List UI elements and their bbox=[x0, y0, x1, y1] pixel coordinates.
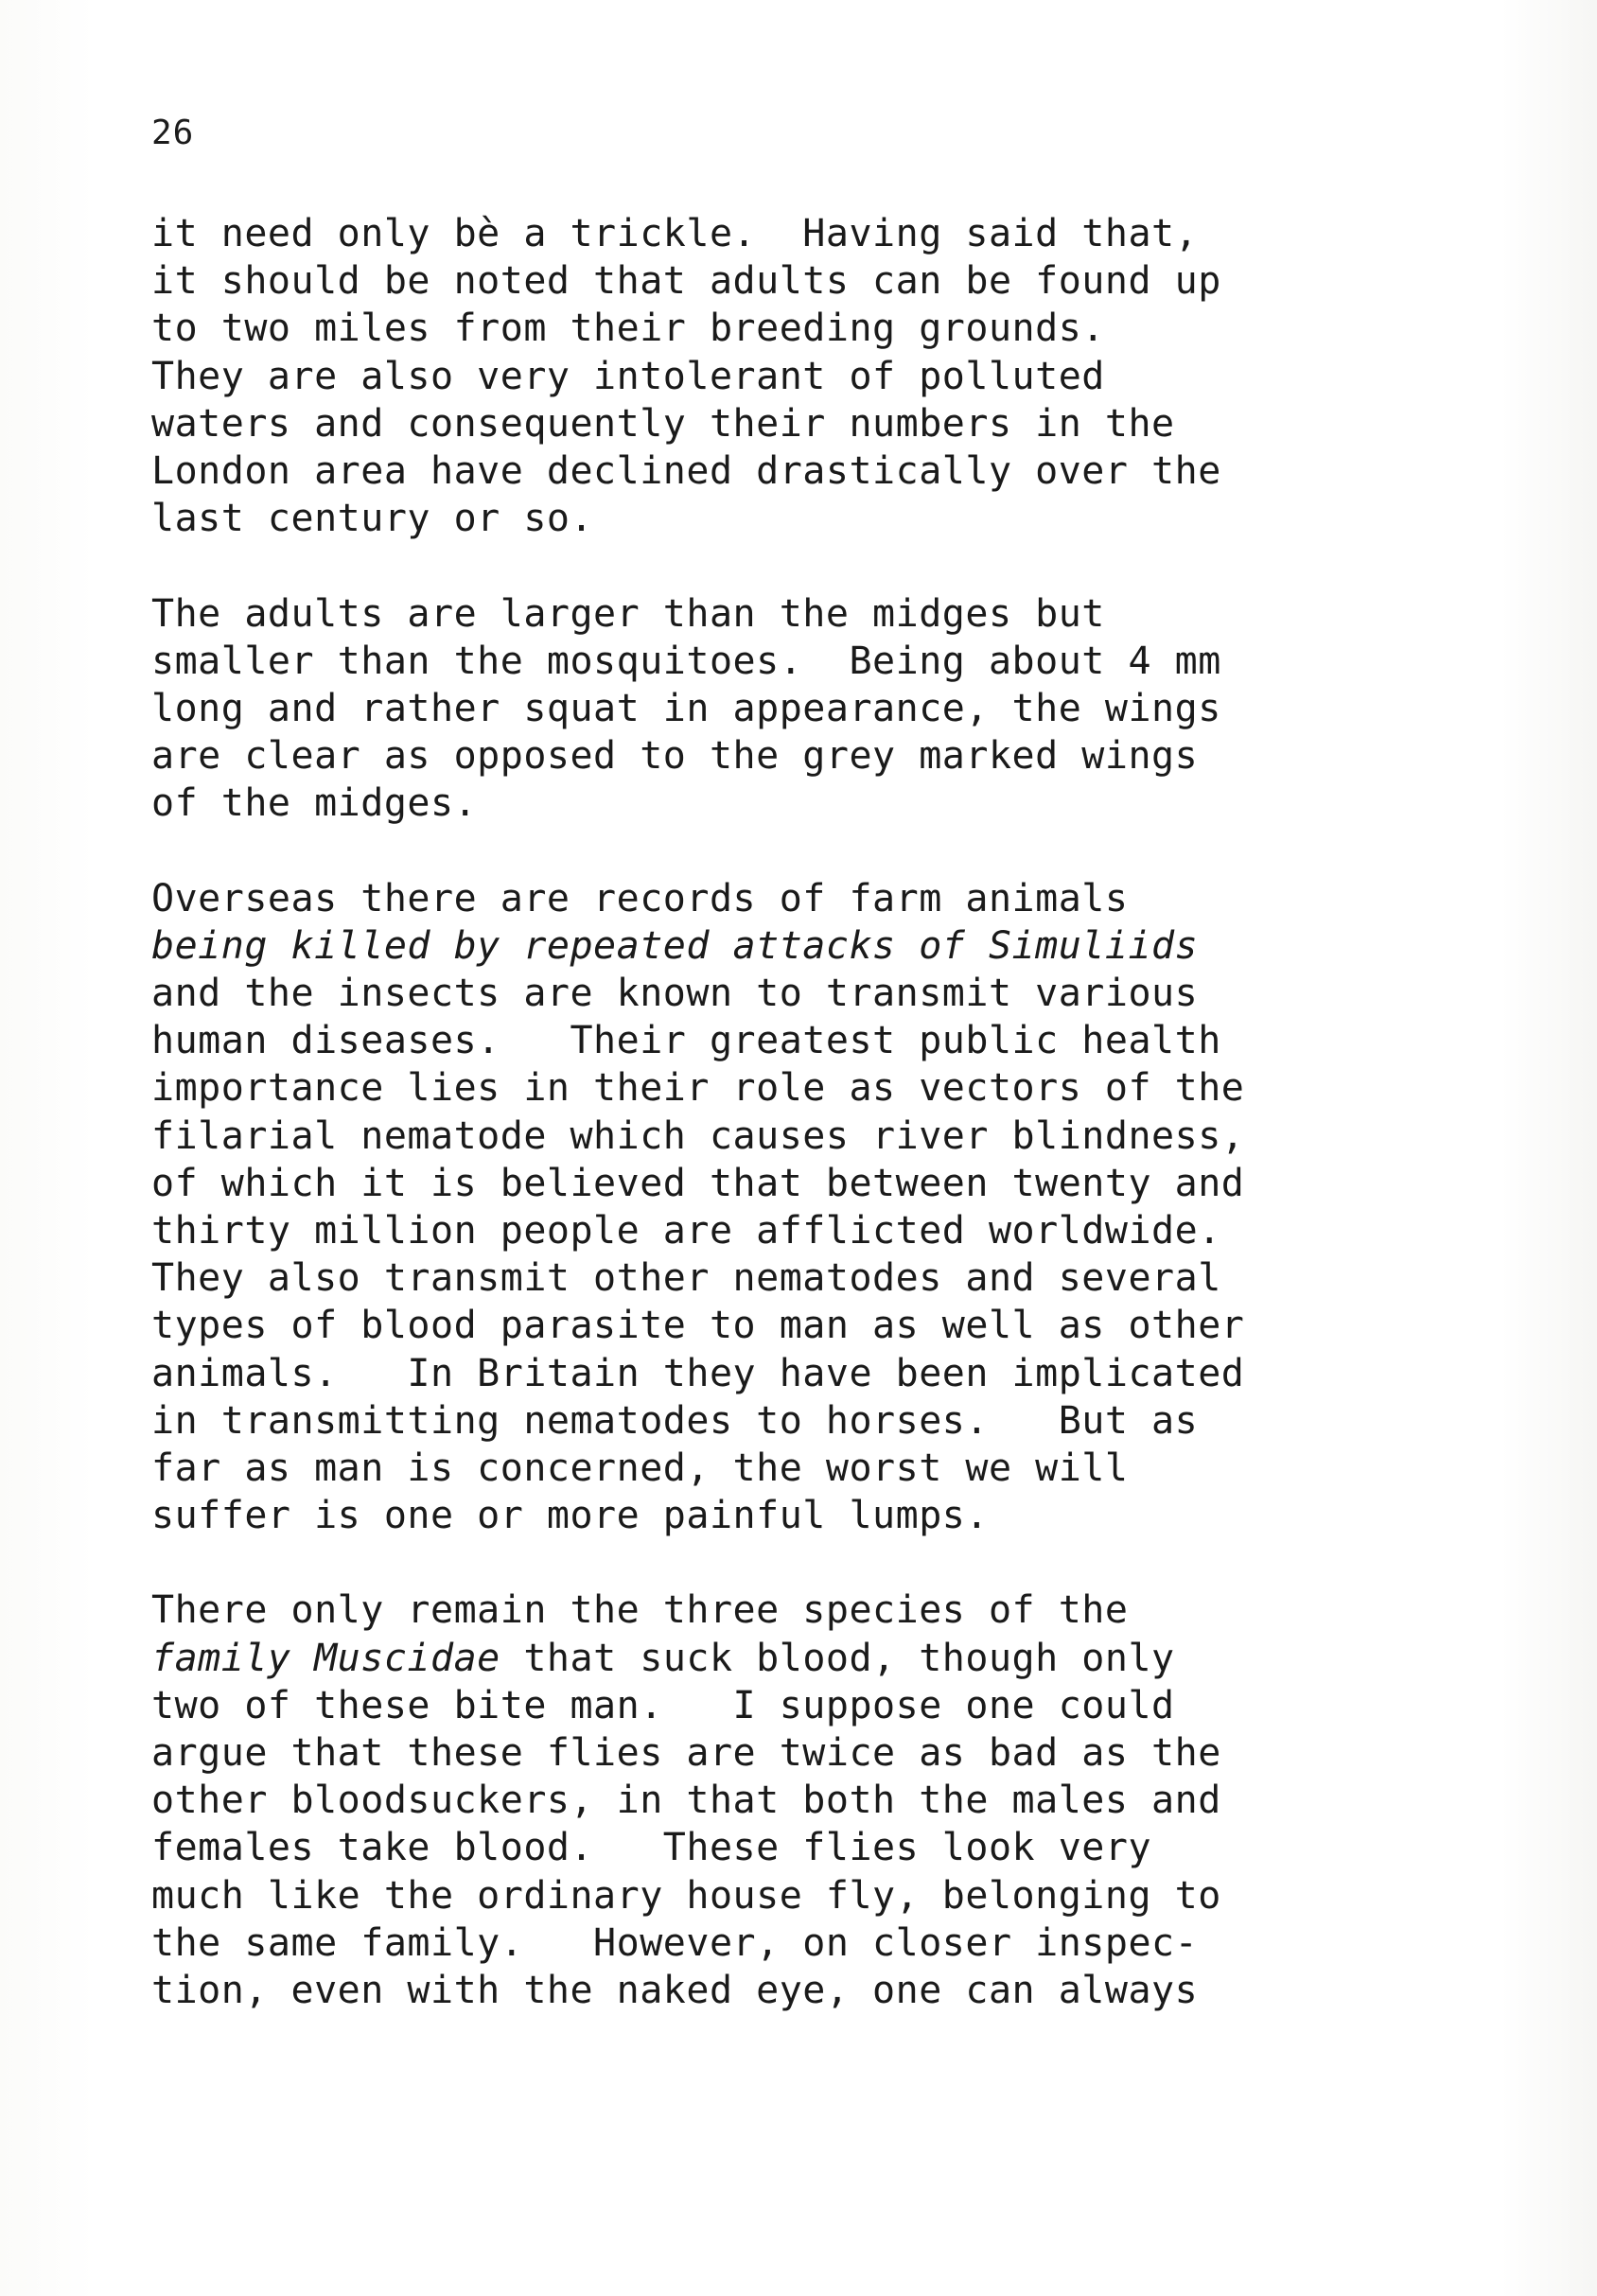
text-line: They are also very intolerant of polluted bbox=[151, 354, 1105, 398]
italic-term: Simuliids bbox=[988, 923, 1199, 968]
text-line: tion, even with the naked eye, one can always bbox=[151, 1968, 1199, 2012]
text-line-italic-terms bbox=[151, 922, 1495, 970]
text-line: types of blood parasite to man as well as other bbox=[151, 1304, 1245, 1348]
text-line: the same family. However, on closer inspec- bbox=[151, 1920, 1199, 1965]
page-number: 26 bbox=[151, 114, 195, 152]
text-line: smaller than the mosquitoes. Being about 4 mm bbox=[151, 639, 1221, 683]
text-line: The adults are larger than the midges but bbox=[151, 591, 1105, 636]
italic-term: Muscidae bbox=[314, 1636, 500, 1680]
text-line: London area have declined drastically over the bbox=[151, 448, 1221, 493]
paragraph-4 bbox=[151, 1586, 1495, 2014]
text-line: There only remain the three species of the bbox=[151, 1588, 1129, 1633]
text-line: waters and consequently their numbers in the bbox=[151, 401, 1175, 446]
text-line: two of these bite man. I suppose one could bbox=[151, 1683, 1175, 1727]
text-line: human diseases. Their greatest public health bbox=[151, 1019, 1221, 1063]
text-line-italic-terms: family Muscidae that suck blood, though only bbox=[151, 1636, 1175, 1680]
text-line: of which it is believed that between twenty and bbox=[151, 1161, 1245, 1205]
text-line: females take blood. These flies look very bbox=[151, 1826, 1152, 1870]
text-line: thirty million people are afflicted worldwide. bbox=[151, 1208, 1221, 1253]
text-line: much like the ordinary house fly, belonging to bbox=[151, 1873, 1221, 1918]
text-line: animals. In Britain they have been implicated bbox=[151, 1351, 1245, 1395]
text-line: far as man is concerned, the worst we will bbox=[151, 1446, 1129, 1490]
body-text bbox=[151, 210, 1495, 2061]
text-line: argue that these flies are twice as bad as the bbox=[151, 1731, 1221, 1775]
text-line: it need only bè a trickle. Having said that, bbox=[151, 212, 1199, 255]
text-line: importance lies in their role as vectors of the bbox=[151, 1066, 1245, 1111]
text-line: in transmitting nematodes to horses. But as bbox=[151, 1398, 1199, 1443]
paragraph-2 bbox=[151, 590, 1495, 828]
text-line: They also transmit other nematodes and several bbox=[151, 1256, 1221, 1301]
text-line: last century or so. bbox=[151, 497, 594, 541]
text-line: long and rather squat in appearance, the wings bbox=[151, 686, 1221, 730]
paragraph-1 bbox=[151, 210, 1495, 542]
text-line: Overseas there are records of farm animals bbox=[151, 876, 1129, 920]
text-line: other bloodsuckers, in that both the males and bbox=[151, 1779, 1221, 1823]
text-line: of the midges. bbox=[151, 781, 478, 826]
text-line: are clear as opposed to the grey marked wings bbox=[151, 734, 1199, 779]
paragraph-3 bbox=[151, 875, 1495, 1540]
text-line: filarial nematode which causes river blindness, bbox=[151, 1113, 1245, 1158]
italic-term: being killed by repeated attacks of bbox=[151, 923, 966, 968]
text-line: suffer is one or more painful lumps. bbox=[151, 1494, 989, 1538]
italic-term: family bbox=[151, 1636, 291, 1680]
text-line: and the insects are known to transmit various bbox=[151, 972, 1199, 1015]
text-line: it should be noted that adults can be found up bbox=[151, 259, 1221, 304]
text-line: to two miles from their breeding grounds. bbox=[151, 307, 1105, 351]
